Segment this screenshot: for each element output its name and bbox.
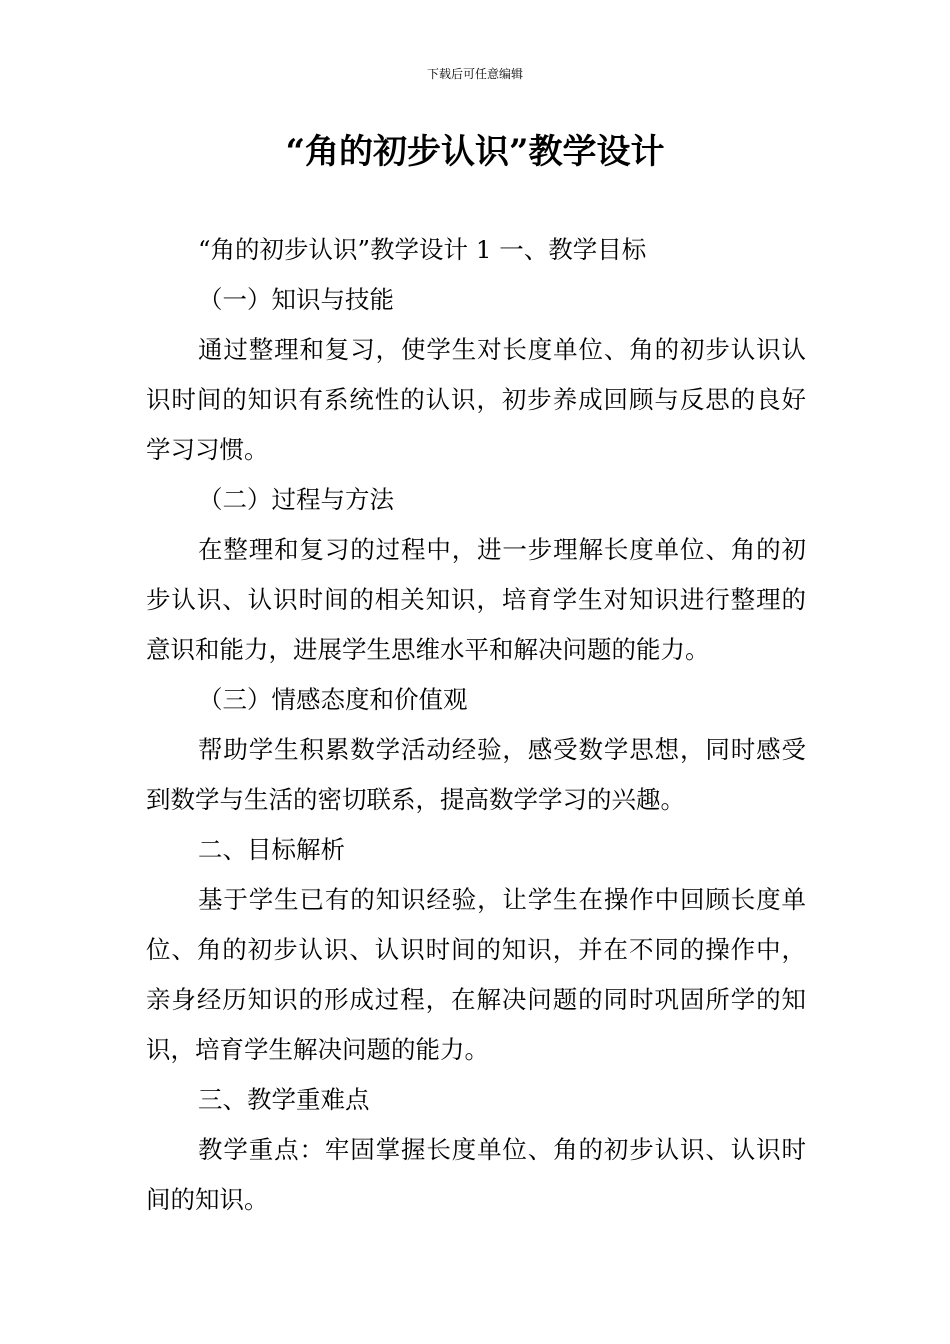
header-note: 下载后可任意编辑 (426, 67, 523, 81)
document-title: “角的初步认识”教学设计 (285, 132, 665, 172)
paragraph-section-heading-analysis: 二、目标解析 (198, 835, 345, 864)
paragraph-section-heading-goals: “角的初步认识”教学设计 1 一、教学目标 (198, 235, 647, 264)
document-body (146, 225, 806, 1225)
paragraph-knowledge-body: 通过整理和复习，使学生对长度单位、角的初步认识认识时间的知识有系统性的认识，初步养成回顾与反思的良好学习习惯。 (146, 335, 806, 464)
paragraph-process-body: 在整理和复习的过程中，进一步理解长度单位、角的初步认识、认识时间的相关知识，培育学生对知识进行整理的意识和能力，进展学生思维水平和解决问题的能力。 (146, 535, 806, 664)
paragraph-attitude-body: 帮助学生积累数学活动经验，感受数学思想，同时感受到数学与生活的密切联系，提高数学学习的兴趣。 (146, 735, 806, 814)
paragraph-subheading-attitude: （三）情感态度和价值观 (198, 685, 468, 714)
paragraph-analysis-body: 基于学生已有的知识经验，让学生在操作中回顾长度单位、角的初步认识、认识时间的知识，并在不同的操作中，亲身经历知识的形成过程，在解决问题的同时巩固所学的知识，培育学生解决问题的能力。 (146, 885, 806, 1064)
paragraph-keypoints-body: 教学重点：牢固掌握长度单位、角的初步认识、认识时间的知识。 (146, 1135, 806, 1214)
paragraph-subheading-process: （二）过程与方法 (198, 485, 394, 514)
paragraph-section-heading-keypoints: 三、教学重难点 (198, 1085, 370, 1114)
paragraph-subheading-knowledge: （一）知识与技能 (198, 285, 394, 314)
